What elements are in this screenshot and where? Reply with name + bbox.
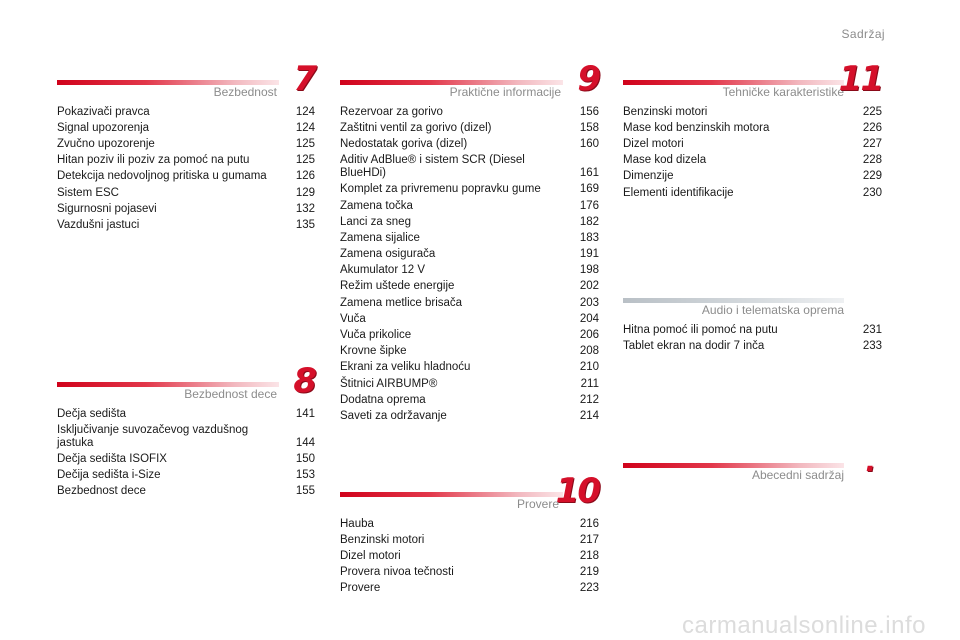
toc-entry[interactable] [340,344,599,360]
toc-entry[interactable] [340,104,599,120]
section-title[interactable]: Tehničke karakteristike [722,85,844,99]
entry-title: Sistem ESC [57,186,119,199]
entry-list [340,516,599,597]
entry-title: Dimenzije [623,170,674,183]
entry-title: Saveti za održavanje [340,409,447,422]
entry-page-number: 124 [295,121,315,134]
entry-page-number: 219 [579,566,599,579]
toc-entry[interactable] [57,451,315,467]
entry-page-number: 191 [579,248,599,261]
entry-list [340,104,599,425]
entry-page-number: 214 [579,409,599,422]
entry-page-number: 204 [579,312,599,325]
entry-page-number: 161 [579,167,599,180]
toc-entry[interactable] [340,548,599,564]
chapter-number[interactable]: 10 [555,471,599,511]
toc-entry[interactable] [623,322,882,338]
entry-page-number: 124 [295,105,315,118]
toc-entry[interactable] [623,104,882,120]
entry-title: Dizel motori [623,137,684,150]
entry-page-number: 144 [295,436,315,449]
entry-page-number: 169 [579,183,599,196]
entry-title: Dečija sedišta i-Size [57,469,161,482]
entry-page-number: 156 [579,105,599,118]
entry-list [57,104,315,234]
toc-entry[interactable] [623,120,882,136]
entry-list [623,104,882,201]
toc-entry[interactable] [340,247,599,263]
entry-title: Dečja sedišta [57,407,127,420]
entry-title: Benzinski motori [340,533,425,546]
entry-page-number: 208 [579,345,599,358]
entry-page-number: 126 [295,170,315,183]
entry-page-number: 158 [579,121,599,134]
entry-title: Zamena sijalice [340,231,420,244]
entry-title: Krovne šipke [340,345,407,358]
section-header [340,471,599,511]
entry-title: Zamena metlice brisača [340,296,463,309]
toc-entry[interactable] [57,484,315,500]
toc-entry[interactable] [57,120,315,136]
entry-page-number: 231 [862,323,882,336]
entry-page-number: 211 [580,377,599,390]
section-audio-telematska-oprema [623,280,882,354]
entry-title: Rezervoar za gorivo [340,105,443,118]
entry-page-number: 202 [579,280,599,293]
toc-entry[interactable] [57,201,315,217]
entry-page-number: 233 [862,339,882,352]
entry-page-number: 155 [295,485,315,498]
entry-page-number: 230 [862,186,882,199]
entry-title: Zamena osigurača [340,248,436,261]
entry-title: Detekcija nedovoljnog pritiska u gumama [57,170,267,183]
entry-title: Akumulator 12 V [340,264,426,277]
entry-page-number: 226 [862,121,882,134]
toc-entry[interactable] [340,376,599,392]
toc-entry[interactable] [57,153,315,169]
entry-title: Vuča [340,312,366,325]
section-prakticne-informacije [340,59,599,425]
toc-entry[interactable] [57,104,315,120]
entry-page-number: 135 [295,218,315,231]
entry-title: Dečja sedišta ISOFIX [57,452,167,465]
toc-entry[interactable] [340,295,599,311]
toc-entry[interactable] [340,182,599,198]
entry-title: Dizel motori [340,549,401,562]
section-bezbednost-dece [57,361,315,500]
entry-page-number: 182 [579,215,599,228]
toc-entry[interactable] [57,185,315,201]
entry-page-number: 183 [579,231,599,244]
toc-entry[interactable] [623,338,882,354]
toc-entry[interactable] [340,360,599,376]
toc-entry[interactable] [340,311,599,327]
section-abecedni-sadrzaj [623,445,882,482]
entry-page-number: 228 [862,154,882,167]
entry-title: Hitan poziv ili poziv za pomoć na putu [57,154,250,167]
entry-page-number: 125 [295,137,315,150]
entry-title: Mase kod benzinskih motora [623,121,770,134]
section-provere [340,471,599,597]
entry-list [57,406,315,500]
entry-page-number: 198 [579,264,599,277]
watermark: carmanualsonline.info [682,612,926,639]
entry-title: Mase kod dizela [623,154,707,167]
entry-title: Pokazivači pravca [57,105,150,118]
toc-entry[interactable] [340,327,599,343]
entry-page-number: 160 [579,137,599,150]
toc-entry[interactable] [623,153,882,169]
entry-page-number: 176 [579,199,599,212]
entry-title: Sigurnosni pojasevi [57,202,157,215]
toc-entry[interactable] [57,169,315,185]
toc-entry[interactable] [623,169,882,185]
toc-entry[interactable] [340,392,599,408]
section-title[interactable]: Provere [516,497,559,511]
toc-entry[interactable] [340,279,599,295]
toc-entry[interactable] [57,217,315,233]
entry-page-number: 229 [862,170,882,183]
section-title[interactable]: Praktične informacije [449,85,561,99]
entry-page-number: 150 [295,452,315,465]
entry-page-number: 203 [579,296,599,309]
chapter-number[interactable]: 7 [293,59,315,99]
entry-title: Ekrani za veliku hladnoću [340,361,471,374]
entry-title: Zamena točka [340,199,413,212]
entry-title: Aditiv AdBlue® i sistem SCR (Diesel BlueHDi) [340,154,525,180]
entry-title: Tablet ekran na dodir 7 inča [623,339,765,352]
toc-entry[interactable] [340,516,599,532]
section-title[interactable]: Bezbednost [213,85,277,99]
section-header [57,59,315,99]
section-header [623,280,882,317]
section-header [623,445,882,482]
entry-title: Signal upozorenja [57,121,150,134]
entry-page-number: 216 [579,517,599,530]
entry-page-number: 153 [295,469,315,482]
entry-list [623,322,882,354]
section-title[interactable]: Abecedni sadržaj [751,468,844,482]
entry-title: Dodatna oprema [340,393,426,406]
entry-page-number: 217 [579,533,599,546]
entry-page-number: 212 [579,393,599,406]
entry-title: Hitna pomoć ili pomoć na putu [623,323,778,336]
entry-page-number: 132 [295,202,315,215]
page-title: Sadržaj [841,27,885,41]
entry-title: Hauba [340,517,374,530]
toc-entry[interactable] [57,422,315,451]
entry-title: Elementi identifikacije [623,186,734,199]
toc-entry[interactable] [57,468,315,484]
toc-entry[interactable] [340,198,599,214]
section-header [340,59,599,99]
entry-title: Provere [340,582,381,595]
toc-entry[interactable] [340,120,599,136]
entry-title: Zaštitni ventil za gorivo (dizel) [340,121,492,134]
toc-entry[interactable] [340,136,599,152]
entry-page-number: 223 [579,582,599,595]
entry-page-number: 206 [579,329,599,342]
section-title[interactable]: Bezbednost dece [184,387,277,401]
entry-page-number: 125 [295,154,315,167]
toc-entry[interactable] [340,214,599,230]
toc-entry[interactable] [340,408,599,424]
toc-entry[interactable] [623,136,882,152]
entry-title: Lanci za sneg [340,215,411,228]
chapter-number[interactable]: 9 [577,59,599,99]
toc-entry[interactable] [57,136,315,152]
entry-title: Vuča prikolice [340,329,412,342]
entry-title: Isključivanje suvozačevog vazdušnog jastuka [57,423,249,449]
entry-title: Komplet za privremenu popravku gume [340,183,541,196]
entry-title: Štitnici AIRBUMP® [340,377,438,390]
entry-page-number: 218 [579,549,599,562]
toc-entry[interactable] [340,532,599,548]
entry-page-number: 210 [579,361,599,374]
toc-entry[interactable] [340,263,599,279]
toc-entry[interactable] [340,230,599,246]
chapter-number[interactable]: 11 [838,59,882,99]
toc-entry[interactable] [340,565,599,581]
section-header [57,361,315,401]
chapter-number[interactable]: 8 [293,361,315,401]
entry-title: Zvučno upozorenje [57,137,155,150]
section-title[interactable]: Audio i telematska oprema [701,303,844,317]
toc-entry[interactable] [623,185,882,201]
section-header [623,59,882,99]
entry-page-number: 141 [295,407,315,420]
chapter-marker[interactable]: . [865,445,874,478]
entry-title: Vazdušni jastuci [57,218,140,231]
entry-title: Režim uštede energije [340,280,455,293]
section-bezbednost [57,59,315,234]
entry-page-number: 129 [295,186,315,199]
section-tehnicke-karakteristike [623,59,882,201]
toc-entry[interactable] [57,406,315,422]
entry-page-number: 227 [862,137,882,150]
entry-title: Bezbednost dece [57,485,146,498]
entry-title: Nedostatak goriva (dizel) [340,137,468,150]
toc-entry[interactable] [340,581,599,597]
entry-title: Provera nivoa tečnosti [340,566,454,579]
entry-page-number: 225 [862,105,882,118]
entry-title: Benzinski motori [623,105,708,118]
toc-entry[interactable] [340,153,599,182]
